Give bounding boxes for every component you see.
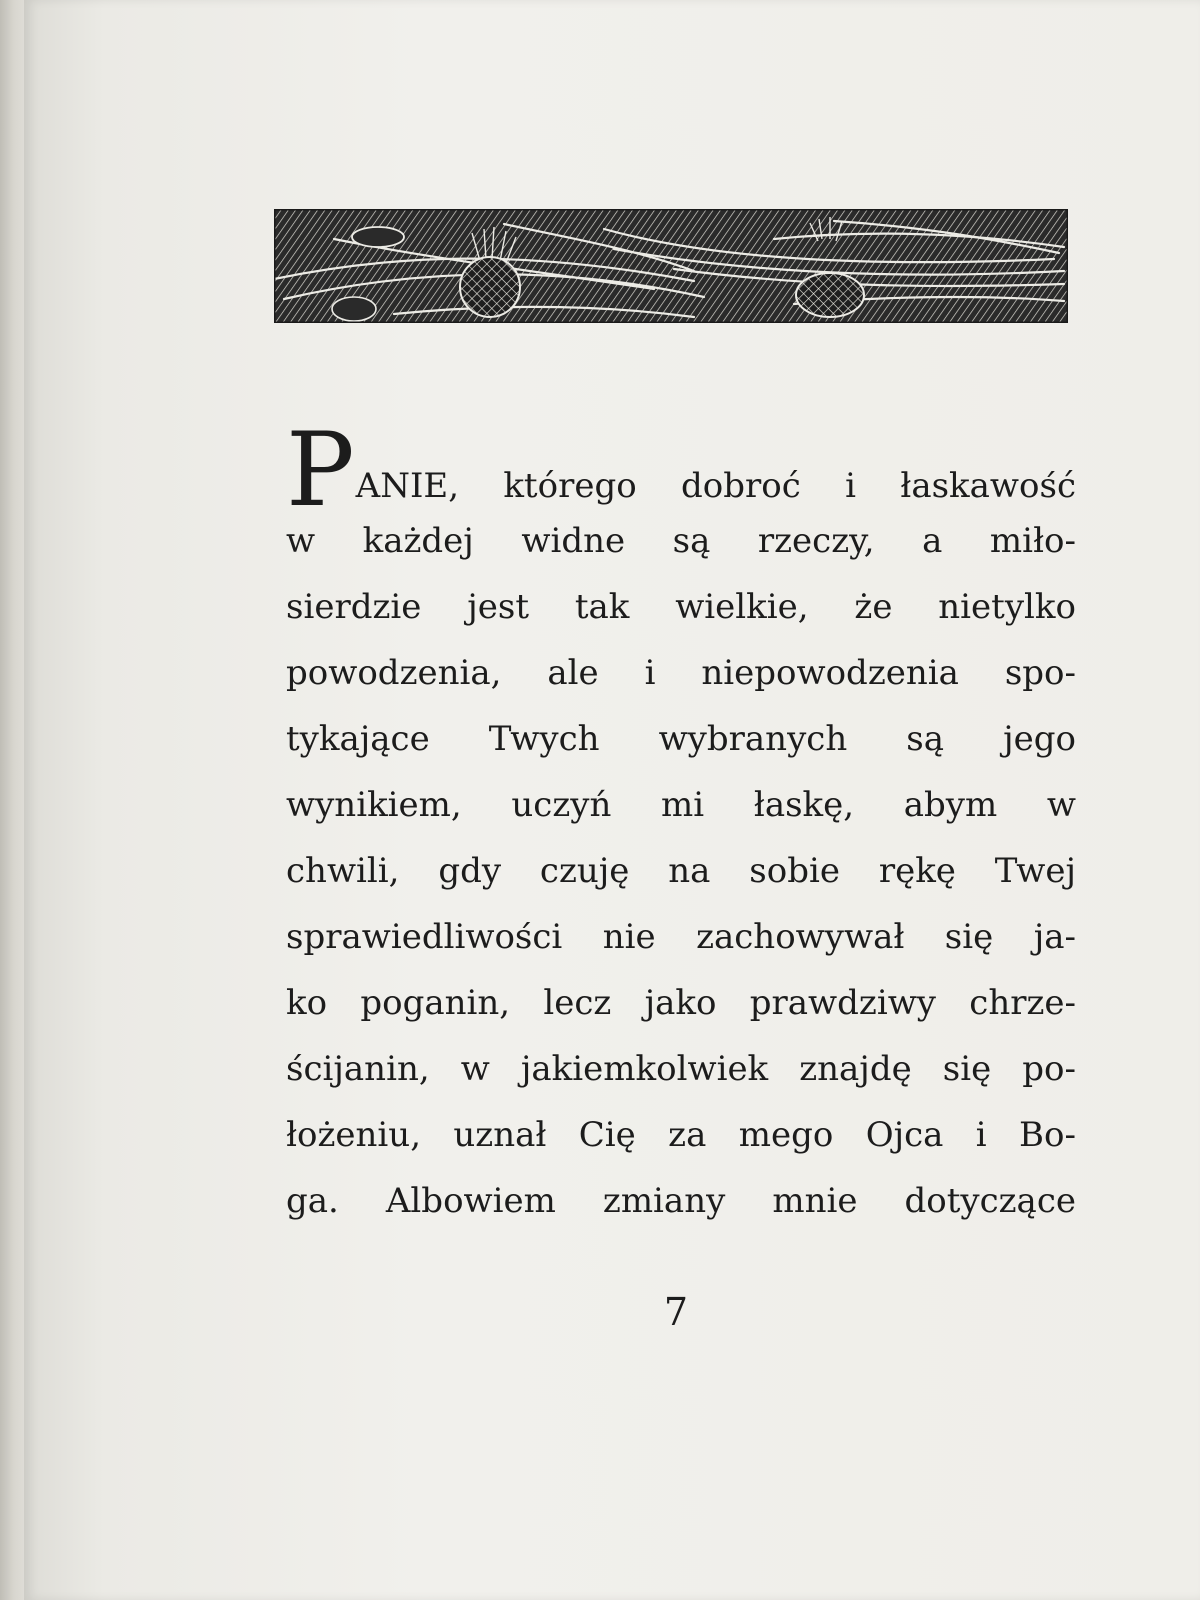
- text-line-2: w każdej widne są rzeczy, a miło-: [286, 521, 1076, 561]
- body-text: [286, 411, 1076, 1234]
- text-line-11: łożeniu, uznał Cię za mego Ojca i Bo-: [286, 1115, 1076, 1155]
- page-number: 7: [663, 1290, 689, 1334]
- text-line-9: ko poganin, lecz jako prawdziwy chrze-: [286, 983, 1076, 1023]
- text-line-5: tykające Twych wybranych są jego: [286, 719, 1076, 759]
- text-line-6: wynikiem, uczyń mi łaskę, abym w: [286, 785, 1076, 825]
- text-line-4: powodzenia, ale i niepowodzenia spo-: [286, 653, 1076, 693]
- text-line-8: sprawiedliwości nie zachowywał się ja-: [286, 917, 1076, 957]
- text-line-1-content: ANIE, którego dobroć i łaskawość: [355, 466, 1076, 506]
- text-line-7: chwili, gdy czuję na sobie rękę Twej: [286, 851, 1076, 891]
- text-line-3: sierdzie jest tak wielkie, że nietylko: [286, 587, 1076, 627]
- text-line-10: ścijanin, w jakiemkolwiek znajdę się po-: [286, 1049, 1076, 1089]
- text-line-12: ga. Albowiem zmiany mnie dotyczące: [286, 1181, 1076, 1221]
- drop-cap: P: [286, 411, 355, 530]
- text-line-1: [286, 411, 1076, 530]
- book-page: [24, 0, 1200, 1600]
- engraved-headpiece-ornament: [274, 209, 1068, 323]
